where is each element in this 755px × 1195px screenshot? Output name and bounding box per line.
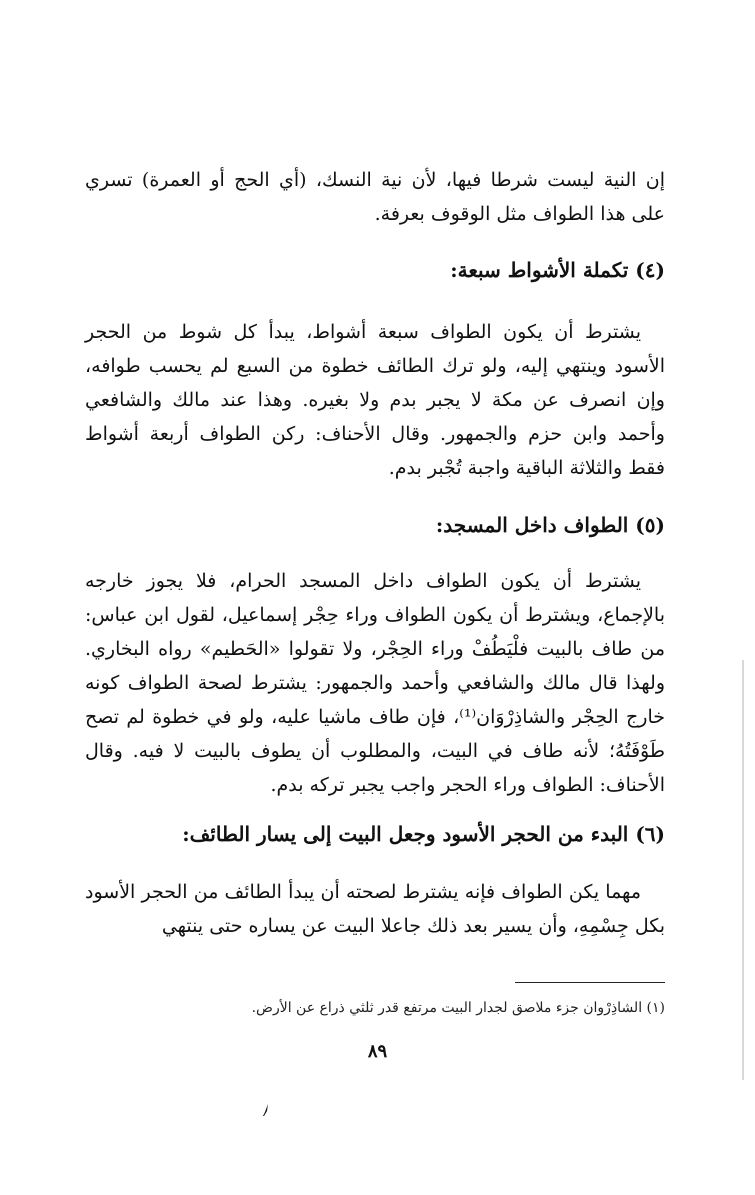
heading-seven-rounds: (٤) تكملة الأشواط سبعة: bbox=[450, 258, 665, 282]
ink-mark bbox=[262, 1103, 270, 1117]
paragraph-start-black-stone: مهما يكن الطواف فإنه يشترط لصحته أن يبدأ الطائف من الحجر الأسود بكل جِسْمِهِ، وأن يسير بعد ذلك جاعلا البيت عن يساره حتى ينتهي bbox=[85, 881, 665, 937]
page-number: ٨٩ bbox=[367, 1041, 388, 1062]
heading-inside-mosque: (٥) الطواف داخل المسجد: bbox=[435, 513, 665, 537]
paragraph-inside-mosque: يشترط أن يكون الطواف داخل المسجد الحرام، فلا يجوز خارجه بالإجماع، ويشترط أن يكون الطواف وراء حِجْر إسماعيل، لقول ابن عباس: من طاف بالبيت فلْيَطُفْ وراء الحِجْر، ولا تقولوا «الحَطيم» رواه البخاري. ولهذا قال مالك والشافعي وأحمد والجمهور: يشترط لصحة الطواف كونه خارج الحِجْر والشاذِرْوَان⁽¹⁾، فإن طاف ماشيا عليه، ولو في خطوة لم تصح طَوْفَتُهُ؛ لأنه طاف في البيت، والمطلوب أن يطوف بالبيت لا فيه. وقال الأحناف: الطواف وراء الحجر واجب يجبر تركه بدم. bbox=[85, 570, 665, 796]
footnote-divider bbox=[515, 982, 665, 983]
paragraph-niyyah: إن النية ليست شرطا فيها، لأن نية النسك، (أي الحج أو العمرة) تسري على هذا الطواف مثل الوقوف بعرفة. bbox=[85, 169, 665, 225]
page-edge-shadow bbox=[742, 660, 744, 1080]
paragraph-seven-rounds: يشترط أن يكون الطواف سبعة أشواط، يبدأ كل شوط من الحجر الأسود وينتهي إليه، ولو ترك الطائف خطوة من السبع لم يحسب طوافه، وإن انصرف عن مكة لا يجبر بدم ولا بغيره. وهذا عند مالك والشافعي وأحمد وابن حزم والجمهور. وقال الأحناف: ركن الطواف أربعة أشواط فقط والثلاثة الباقية واجبة تُجْبر بدم. bbox=[85, 321, 665, 479]
footnote: (١) الشاذِرْوان جزء ملاصق لجدار البيت مرتفع قدر ثلثي ذراع عن الأرض. bbox=[251, 1000, 665, 1016]
heading-start-black-stone: (٦) البدء من الحجر الأسود وجعل البيت إلى يسار الطائف: bbox=[182, 822, 665, 846]
